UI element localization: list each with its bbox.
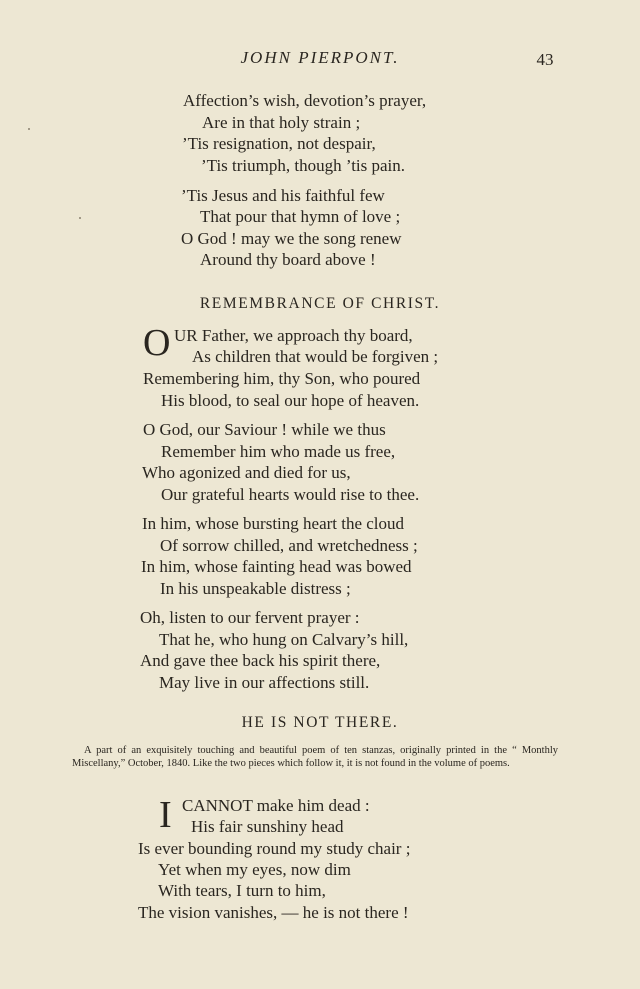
poem-line: That pour that hymn of love ; bbox=[200, 207, 401, 226]
poem-line: ’Tis triumph, though ’tis pain. bbox=[201, 156, 406, 175]
page-number: 43 bbox=[536, 50, 554, 69]
poem-title: REMEMBRANCE OF CHRIST. bbox=[199, 295, 441, 312]
poem-line: In him, whose bursting heart the cloud bbox=[142, 514, 405, 533]
poem-line: Remember him who made us free, bbox=[161, 442, 396, 461]
poem-line: O God ! may we the song renew bbox=[181, 229, 402, 248]
poem-line: Oh, listen to our fervent prayer : bbox=[140, 608, 360, 627]
poem-title: HE IS NOT THERE. bbox=[241, 714, 399, 731]
poem-line: In him, whose fainting head was bowed bbox=[141, 557, 412, 576]
poem-line: Yet when my eyes, now dim bbox=[158, 860, 351, 879]
poem-line: With tears, I turn to him, bbox=[158, 881, 326, 900]
poem-line: That he, who hung on Calvary’s hill, bbox=[159, 630, 409, 649]
poem-line: In his unspeakable distress ; bbox=[160, 579, 351, 598]
poem-line: The vision vanishes, — he is not there ! bbox=[138, 903, 409, 922]
poem-line: Around thy board above ! bbox=[200, 250, 376, 269]
running-header: JOHN PIERPONT. bbox=[240, 48, 400, 67]
poem-line: CANNOT make him dead : bbox=[182, 796, 370, 815]
poem-line: His fair sunshiny head bbox=[191, 817, 344, 836]
drop-cap: I bbox=[159, 794, 172, 836]
poem-line: Our grateful hearts would rise to thee. bbox=[161, 485, 420, 504]
poem-line: Are in that holy strain ; bbox=[202, 113, 361, 132]
poem-line: Remembering him, thy Son, who poured bbox=[143, 369, 421, 388]
drop-cap: O bbox=[143, 322, 171, 364]
paper-speck bbox=[28, 128, 30, 130]
poem-line: Of sorrow chilled, and wretchedness ; bbox=[160, 536, 418, 555]
poem-line: Is ever bounding round my study chair ; bbox=[138, 839, 411, 858]
editorial-note: A part of an exquisitely touching and beautiful poem of ten stanzas, originally printed in the “ Monthly Miscellany,” October, 1840. Like the two pieces which follow it, it is not found in the volume of poems. bbox=[72, 745, 558, 769]
poem-line: As children that would be forgiven ; bbox=[192, 347, 439, 366]
poem-line: ’Tis Jesus and his faithful few bbox=[181, 186, 385, 205]
poem-line: ’Tis resignation, not despair, bbox=[182, 134, 376, 153]
poem-line: Affection’s wish, devotion’s prayer, bbox=[183, 91, 427, 110]
poem-line: Who agonized and died for us, bbox=[142, 463, 351, 482]
poem-line: UR Father, we approach thy board, bbox=[174, 326, 413, 345]
poem-line: And gave thee back his spirit there, bbox=[140, 651, 381, 670]
poem-line: His blood, to seal our hope of heaven. bbox=[161, 391, 420, 410]
poem-line: O God, our Saviour ! while we thus bbox=[143, 420, 386, 439]
paper-speck bbox=[79, 217, 81, 219]
poem-line: May live in our affections still. bbox=[159, 673, 370, 692]
